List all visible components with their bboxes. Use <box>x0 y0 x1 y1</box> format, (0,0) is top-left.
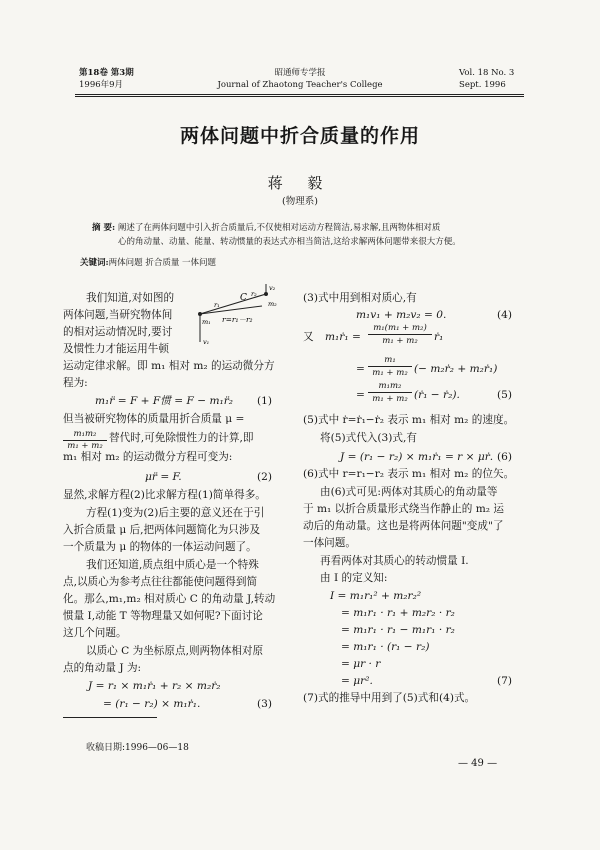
equation-5c-numerator: m₁m₂ <box>378 381 402 391</box>
m2-particle <box>264 292 268 296</box>
left-p1-line4: 及惯性力才能运用牛顿 <box>63 343 169 355</box>
author-department: (物理系) <box>282 196 318 207</box>
equation-5b-tail: (− m₂ṙ₂ + m₂ṙ₁) <box>414 363 498 375</box>
right-line9: 再看两体对其质心的转动惯量 I. <box>320 555 469 567</box>
left-p4-line3: 一个质量为 μ 的物体的一体运动问题了。 <box>63 541 257 553</box>
left-p5-line2: 点,以质心为参考点往往都能使问题得到简 <box>63 576 258 588</box>
equation-5a-lhs: m₁ṙ₁ = <box>325 331 361 343</box>
equation-5c-eq: = <box>356 389 365 401</box>
right-line10: 由 I 的定义知: <box>320 572 388 584</box>
header-rule <box>75 94 524 95</box>
equation-7-number: (7) <box>497 675 513 687</box>
left-p5-line4: 惯量 I,动能 T 等物理量又如何呢?下面讨论 <box>63 610 263 622</box>
left-p1-line3: 的相对运动情况时,要讨 <box>63 326 173 338</box>
equation-5c-tail: (ṙ₁ − ṙ₂). <box>414 389 460 401</box>
m1-particle <box>198 312 202 316</box>
equation-2-number: (2) <box>257 471 273 483</box>
right-line2: (5)式中 ṙ=ṙ₁−ṙ₂ 表示 m₁ 相对 m₂ 的速度。 <box>303 414 515 426</box>
right-line7: 动后的角动量。这也是将两体问题"变成"了 <box>303 520 504 532</box>
label-v1: v₁ <box>203 338 210 346</box>
right-line1: (3)式中用到相对质心,有 <box>303 292 417 304</box>
left-p1-line2: 两体问题,当研究物体间 <box>63 309 173 321</box>
left-p1-line6: 程为: <box>63 377 88 389</box>
left-p6-line2: 点的角动量 J 为: <box>63 662 142 674</box>
equation-3b: = (r₁ − r₂) × m₁ṙ₁. <box>103 698 201 710</box>
equation-7f: = μr². <box>341 675 373 687</box>
label-r1: r₁ <box>214 301 220 309</box>
author-name: 蒋 毅 <box>267 174 333 192</box>
equation-5b-denominator: m₁ + m₂ <box>368 366 412 379</box>
right-line3: 将(5)式代入(3)式,有 <box>320 432 417 444</box>
equation-1: m₁r̈ = F + F惯 = F − m₁r̈₂ <box>95 395 234 407</box>
label-r-relation: r=r₁－r₂ <box>222 315 253 324</box>
right-line11: (7)式的推导中用到了(5)式和(4)式。 <box>303 692 476 704</box>
left-p2-line2: 替代时,可免除惯性力的计算,即 <box>109 432 254 444</box>
fraction-numerator: m₁m₂ <box>73 429 97 439</box>
equation-5a-numerator: m₁(m₁ + m₂) <box>373 323 427 333</box>
volume-issue-en: Vol. 18 No. 3 <box>459 68 515 78</box>
volume-issue: 第18卷 第3期 <box>79 68 134 78</box>
label-r2: r₂ <box>251 290 257 298</box>
r-vector-line <box>200 306 262 314</box>
two-body-diagram <box>196 282 288 348</box>
equation-5a-tail: ṙ₁ <box>434 331 444 343</box>
label-m2: m₂ <box>268 300 277 308</box>
abstract-text-2: 心的角动量、动量、能量、转动惯量的表达式亦相当简洁,这给求解两体问题带来很大方便。 <box>118 236 461 247</box>
equation-7e: = μr · r <box>341 658 381 670</box>
left-p3-line1: 显然,求解方程(2)比求解方程(1)简单得多。 <box>63 489 266 501</box>
left-p6-line1: 以质心 C 为坐标原点,则两物体相对原 <box>86 645 264 657</box>
label-m1: m₁ <box>202 318 211 326</box>
equation-6-number: (6) <box>497 451 513 463</box>
left-p1-line5: 运动定律求解。即 m₁ 相对 m₂ 的运动微分方 <box>63 360 275 372</box>
right-line8: 一体问题。 <box>303 537 356 549</box>
page-number: — 49 — <box>458 758 498 769</box>
journal-name-en: Journal of Zhaotong Teacher's College <box>217 80 383 90</box>
equation-5b-eq: = <box>356 363 365 375</box>
left-p5-line5: 这几个问题。 <box>63 627 127 639</box>
left-p2-line1: 但当被研究物体的质量用折合质量 μ = <box>63 413 245 425</box>
equation-6: J = (r₁ − r₂) × m₁ṙ₁ = r × μṙ. <box>340 451 494 463</box>
received-date: 收稿日期:1996—06—18 <box>86 743 189 753</box>
abstract-label: 摘 要: <box>92 223 116 233</box>
equation-2: μr̈ = F. <box>145 471 182 483</box>
equation-5a-fraction <box>368 322 432 347</box>
equation-3-number: (3) <box>257 698 273 710</box>
also-word: 又 <box>303 331 314 343</box>
right-line4: (6)式中 r=r₁−r₂ 表示 m₁ 相对 m₂ 的位矢。 <box>303 468 515 480</box>
fraction-denominator: m₁ + m₂ <box>63 440 107 452</box>
equation-5c-fraction <box>368 380 412 405</box>
journal-name-cn: 昭通师专学报 <box>274 68 326 78</box>
left-p2-line3: m₁ 相对 m₂ 的运动微分方程可变为: <box>63 451 233 463</box>
publication-date-en: Sept. 1996 <box>459 80 506 90</box>
left-p1-line1: 我们知道,对如图的 <box>86 292 175 304</box>
keywords <box>80 257 216 271</box>
equation-7c: = m₁r₁ · r₁ − m₁r₁ · r₂ <box>341 624 455 636</box>
equation-3a: J = r₁ × m₁ṙ₁ + r₂ × m₂ṙ₂ <box>88 680 221 692</box>
keywords-label: 关键词: <box>80 258 109 268</box>
label-c: C <box>240 293 247 303</box>
equation-5b-fraction <box>368 354 412 379</box>
equation-7b: = m₁r₁ · r₁ + m₂r₂ · r₂ <box>341 607 455 619</box>
label-v2: v₂ <box>269 284 276 292</box>
equation-5-number: (5) <box>497 389 513 401</box>
left-p4-line2: 入折合质量 μ 后,把两体问题简化为只涉及 <box>63 524 261 536</box>
equation-7a: I = m₁r₁² + m₂r₂² <box>330 590 422 602</box>
equation-7d: = m₁r₁ · (r₁ − r₂) <box>341 641 430 653</box>
header-rule-2 <box>75 96 524 97</box>
equation-5c-denominator: m₁ + m₂ <box>368 392 412 405</box>
right-line6: 于 m₁ 以折合质量形式绕当作静止的 m₂ 运 <box>303 503 504 515</box>
equation-5b-numerator: m₁ <box>384 355 396 365</box>
publication-date: 1996年9月 <box>79 80 124 90</box>
right-line5: 由(6)式可见:两体对其质心的角动量等 <box>320 486 498 498</box>
abstract-text-1: 阐述了在两体问题中引入折合质量后,不仅使相对运动方程简洁,易求解,且两物体相对质 <box>117 223 441 233</box>
abstract <box>92 222 522 249</box>
left-p4-line1: 方程(1)变为(2)后主要的意义还在于引 <box>86 507 265 519</box>
keywords-text: 两体问题 折合质量 一体问题 <box>108 258 217 268</box>
article-title: 两体问题中折合质量的作用 <box>179 125 420 147</box>
equation-4: m₁v₁ + m₂v₂ = 0. <box>356 309 447 321</box>
equation-1-number: (1) <box>257 395 273 407</box>
equation-4-number: (4) <box>497 309 513 321</box>
left-p5-line3: 化。那么,m₁,m₂ 相对质心 C 的角动量 J,转动 <box>63 593 276 605</box>
left-p5-line1: 我们还知道,质点组中质心是一个特殊 <box>86 559 259 571</box>
equation-5a-denominator: m₁ + m₂ <box>368 334 432 347</box>
footnote-rule <box>63 717 157 718</box>
